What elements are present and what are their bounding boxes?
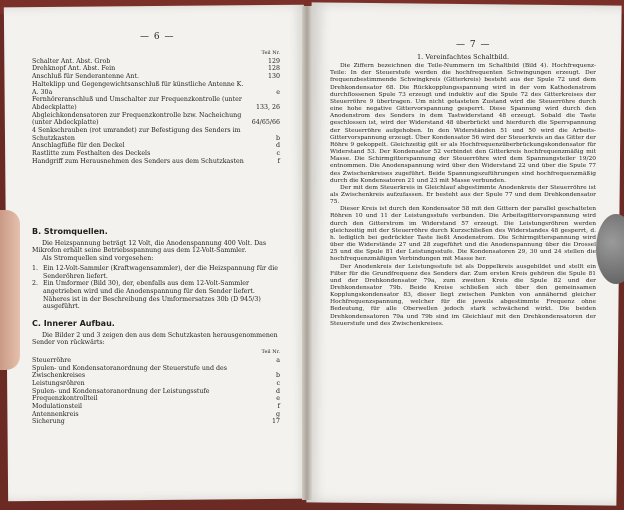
part-name: Spulen- und Kondensatoranordnung der Leistungsstufe (32, 387, 210, 395)
part-name: Spulen- und Kondensatoranordnung der Steuerstufe und des Zwischenkreises (32, 364, 227, 380)
parts-row (32, 150, 280, 158)
list-item (32, 280, 280, 311)
paragraph-3: Dieser Kreis ist durch den Kondensator 58 mit den Gittern der parallel geschalteten Röhren 10 und 11 der Leistungsstufe verbunden. Die Arbeitsgittervorspannung wird durch den Gitterstrom im Widerstand 57 erzeugt. Die Leistungsröhren werden gleichzeitig mit der Steuerröhre durch Kurzschließen des Widerstandes 48 gesperrt, d. h. lediglich bei gedrückter Taste ließt Anodenstrom. Die Schirmgitterspannung wird über die Widerstände 27 und 28 zugeführt und die Anodenspannung über die Drossel 25 und die Spule 81 der Leistungsstufe. Die Kondensatoren 29, 30 und 24 stellen die hochfrequenzmäßigen Verbindungen mit Masse her. (330, 206, 596, 263)
part-name: Fernhöreranschluß und Umschalter zur Frequenzkontrolle (unter Abdeckplatte) (32, 96, 242, 111)
part-name: Rastlitte zum Festhalten des Deckels (32, 150, 151, 158)
parts-row (32, 127, 280, 142)
paragraph-4: Der Anodenkreis der Leistungsstufe ist als Doppelkreis ausgebildet und stellt ein Filter für die Grundfrequenz des Senders dar. Zum ersten Kreis gehören die Spule 81 und der Drehkondensator 79a, zum zweiten Kreis die Spule 82 und der Drehkondensator 79b. Beide Kreise schließen sich über den gemeinsamen Kopplungskondensator 83, dieser liegt zwischen Punkten von annähernd gleicher Hochfrequenzspannung, welcher für die jeweils abgestimmte Frequenz ohne Bedeutung, für alle Oberwellen jedoch stark schwächend wirkt. Die beiden Drehkondensatoren 79a und 79b sind im Gleichlauf mit den Drehkondensatoren der Steuerstufe und des Zwischenkreises. (330, 263, 596, 327)
parts-row (32, 380, 280, 388)
thumb (0, 210, 20, 370)
book-spine-fold (302, 6, 312, 500)
section-c-paragraph: Die Bilder 2 und 3 zeigen den aus dem Schutzkasten herausgenommenen Sender von rückwärts: (32, 331, 278, 347)
right-text-block (330, 54, 596, 328)
part-number: b (275, 134, 280, 142)
part-number: e (276, 395, 280, 403)
section-b-paragraph: Die Heizspannung beträgt 12 Volt, die Anodenspannung 400 Volt. Das Mikrofon erhält seine Betriebsspannung aus dem 12-Volt-Sammler. (32, 239, 267, 255)
parts-row (32, 365, 280, 380)
parts-row (32, 142, 280, 150)
part-name: Schalter Ant. Abst. Grob (32, 57, 111, 65)
part-number: c (276, 150, 280, 158)
parts-list-top (32, 50, 280, 166)
part-name: Halteklipp und Gegengewichtsanschluß für künstliche Antenne K. A. 30a (32, 80, 244, 96)
parts-row (32, 388, 280, 396)
part-number: f (277, 403, 280, 411)
part-number: b (275, 372, 280, 380)
part-name: Anschlagfüße für den Deckel (32, 142, 125, 150)
parts-row (32, 395, 280, 403)
section-heading: 1. Vereinfachtes Schaltbild. (416, 53, 510, 61)
parts-row (32, 112, 280, 127)
column-header: Teil Nr. (261, 50, 280, 56)
part-name: 4 Senkschrauben (rot umrandet) zur Befestigung des Senders im Schutzkasten (32, 127, 241, 142)
part-name: Leistungsröhren (32, 379, 85, 387)
list-number: 2. (32, 280, 39, 288)
parts-row (32, 65, 280, 73)
list-text: Ein Umformer (Bild 30), der, ebenfalls aus dem 12-Volt-Sammler angetrieben wird und die Anodenspannung für den Sender liefert. Näheres ist in der Beschreibung des Umformersatzes 30b (D 945/3) ausgeführt. (43, 280, 261, 311)
paragraph-2: Der mit dem Steuerkreis in Gleichlauf abgestimmte Anodenkreis der Steuerröhre ist als Zwischenkreis aufzufassen. Er besteht aus der Spule 77 und dem Drehkondensator 75. (330, 184, 596, 206)
part-name: Handgriff zum Herausnehmen des Senders aus dem Schutzkasten (32, 157, 244, 165)
parts-row (32, 96, 280, 111)
part-number: 130 (267, 73, 280, 81)
part-name: Frequenzkontrollteil (32, 395, 98, 403)
part-number: d (275, 387, 280, 395)
part-number: 133, 26 (255, 103, 280, 111)
section-b (32, 228, 280, 313)
part-name: Anschluß für Senderantenne Ant. (32, 73, 139, 81)
parts-row (32, 411, 280, 419)
part-name: Antennenkreis (32, 410, 79, 418)
section-b-intro: Als Stromquellen sind vorgesehen: (42, 255, 154, 263)
section-c (32, 320, 280, 426)
list-item (32, 265, 280, 280)
parts-row (32, 158, 280, 166)
page-number-left: — 6 — (140, 32, 175, 42)
parts-row (32, 58, 280, 66)
part-number: d (275, 142, 280, 150)
part-number: 64/65/66 (251, 119, 280, 127)
parts-row (32, 81, 280, 96)
part-number: 129 (267, 57, 280, 65)
parts-row (32, 73, 280, 81)
parts-row (32, 418, 280, 426)
part-number: g (275, 410, 280, 418)
list-text: Ein 12-Volt-Sammler (Kraftwagensammler), der die Heizspannung für die Senderöhren liefert. (43, 264, 278, 280)
list-number: 1. (32, 264, 39, 272)
section-c-title: C. Innerer Aufbau. (32, 319, 115, 328)
part-name: Modulationsteil (32, 403, 82, 411)
part-number: a (276, 356, 280, 364)
part-name: Steuerröhre (32, 356, 71, 364)
section-b-title: B. Stromquellen. (32, 227, 108, 236)
part-number: f (277, 157, 280, 165)
part-number: c (276, 379, 280, 387)
part-number: 128 (267, 65, 280, 73)
parts-row (32, 403, 280, 411)
part-name: Drehknopf Ant. Abst. Fein (32, 65, 116, 73)
part-name: Abgleichkondensatoren zur Frequenzkontrolle bzw. Nacheichung (unter Abdeckplatte) (32, 111, 242, 127)
part-number: e (276, 88, 280, 96)
page-number-right: — 7 — (456, 40, 491, 50)
part-number: 17 (271, 418, 280, 426)
parts-row (32, 357, 280, 365)
paragraph-1: Die Ziffern bezeichnen die Teile-Nummern im Schaltbild (Bild 4). Hochfrequenz-Teile: In der Steuerstufe werden die hochfrequenten Schwingungen erzeugt. Der frequenzbestimmende Schwingkreis (Gitterkreis) besteht aus der Spule 72 und dem Drehkondensator 68. Die Rückkopplungsspannung wird in der vom Kathodenstrom durchflossenen Spule 73 erzeugt und induktiv auf die Spule 72 des Gitterkreises der Steuerröhre 9 übertragen. Um nicht getasteten Zustand wird die Steuerröhre durch eine hohe negative Gittervorspannung gesperrt. Diese Spannung wird durch den Anodenstrom des Senders in dem Tastwiderstand 48 erzeugt. Sobald die Taste geschlossen ist, wird der Widerstand 48 überbrückt und hierdurch die Sperrspannung der Steuerröhre aufgehoben. In den Widerständen 51 und 50 wird die Arbeits-Gittervorspannung erzeugt. Über Kondensator 56 wird der Steuerkreis an das Gitter der Röhre 9 gekoppelt. Gleichzeitig gilt er als Hochfrequenzüberbrückungskondensator für Widerstand 53. Der Kondensator 52 verbindet den Gitterkreis hochfrequenzmäßig mit Masse. Die Schirmgitterspannung der Steuerröhre wird dem Spannungsteiler 19/20 entnommen. Die Anodenspannung wird über den Widerstand 22 und über die Spule 77 des Zwischenkreises zugeführt. Beide Spannungszuführungen sind hochfrequenzmäßig durch die Kondensatoren 21 und 23 mit Masse verbunden. (330, 63, 596, 184)
part-name: Sicherung (32, 418, 65, 426)
column-header-2: Teil Nr. (261, 349, 280, 356)
